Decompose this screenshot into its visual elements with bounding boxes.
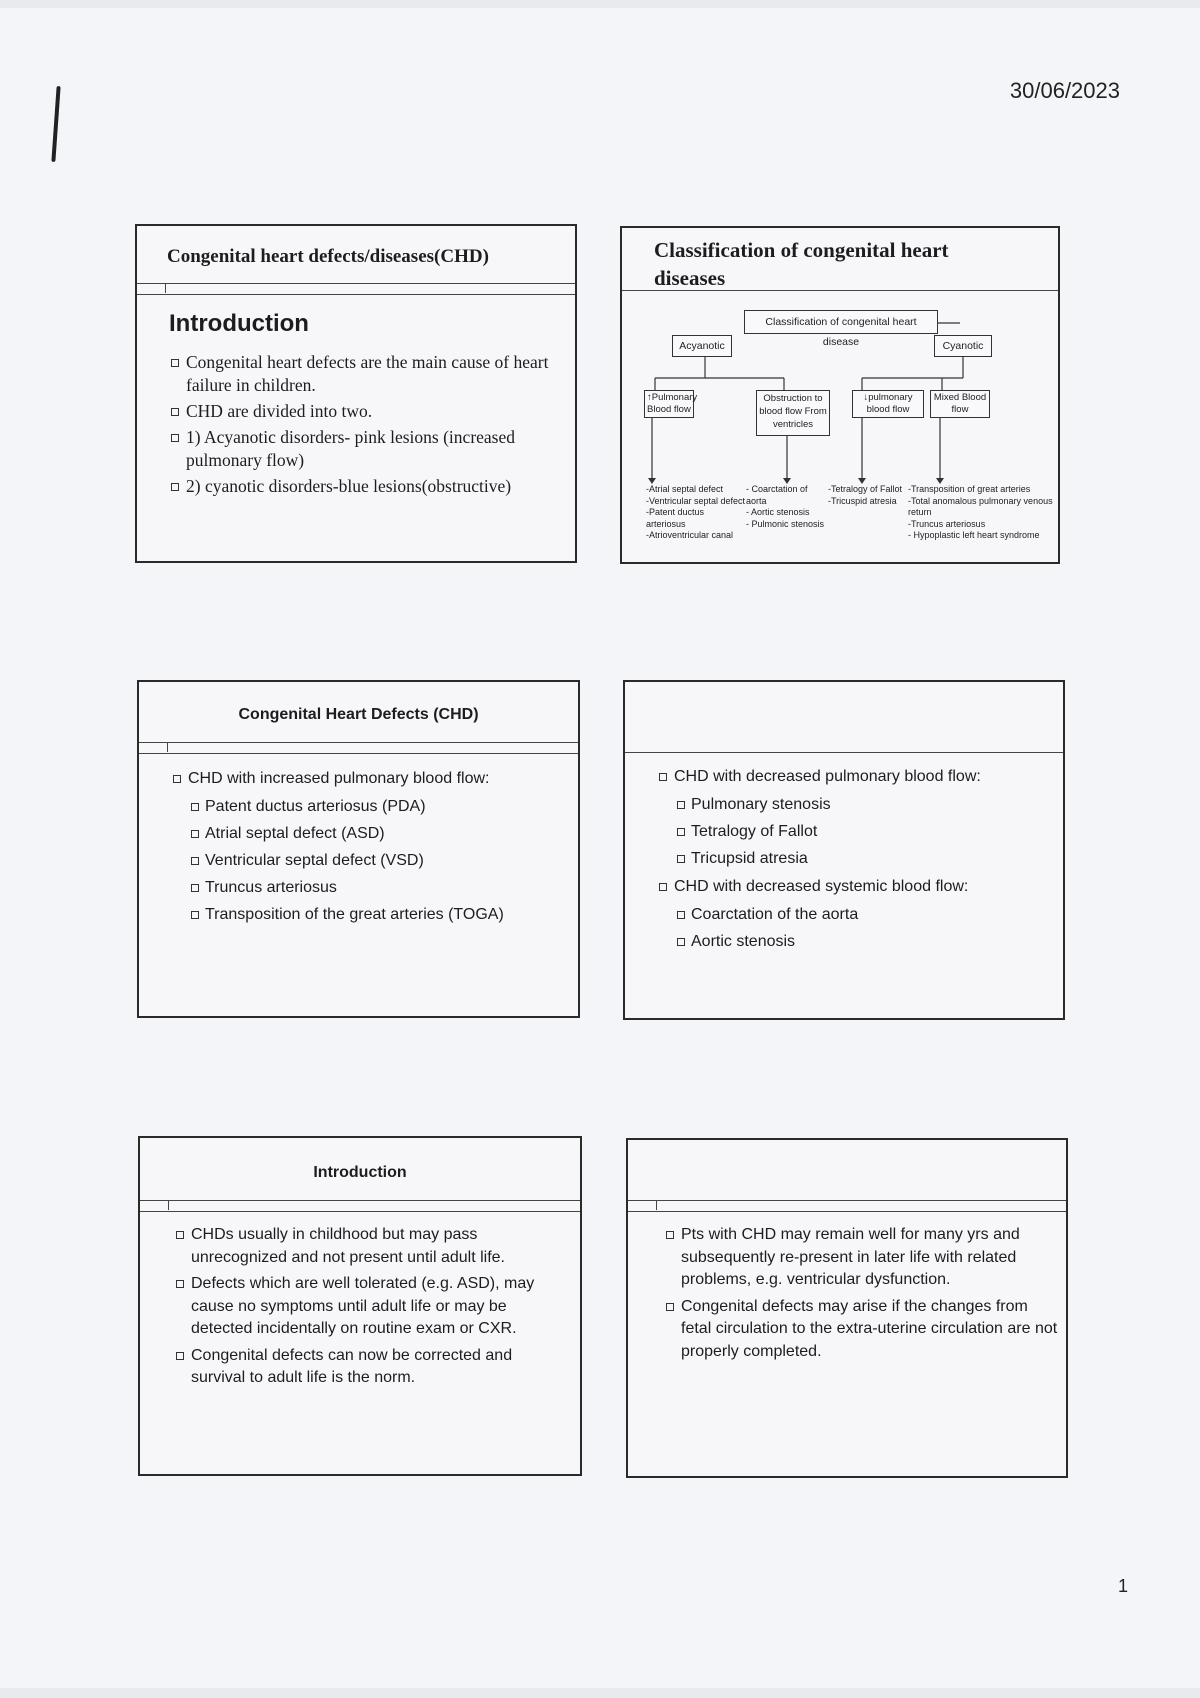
page-number: 1 — [1117, 1576, 1128, 1596]
list-item: CHD with decreased pulmonary blood flow: — [657, 766, 1057, 789]
slide-3-title: Congenital Heart Defects (CHD) — [238, 706, 479, 723]
chart-acyanotic-box: Acyanotic — [672, 335, 732, 357]
slide-divider — [137, 283, 575, 295]
chart-list-obstruction: - Coarctation of aorta - Aortic stenosis - Pulmonic stenosis — [746, 484, 825, 529]
chart-list-mixed: -Transposition of great arteries -Total anomalous pulmonary venous return -Truncus arteriosus - Hypoplastic left heart syndrome — [908, 484, 1053, 540]
list-item: Patent ductus arteriosus (PDA) — [191, 796, 571, 818]
slide-5 — [138, 1136, 582, 1476]
list-item: Truncus arteriosus — [191, 877, 571, 899]
slide-1 — [135, 224, 577, 563]
slide-3-items — [191, 796, 571, 931]
slide-divider — [139, 742, 578, 754]
list-item: Congenital defects may arise if the changes from fetal circulation to the extra-uterine circulation are not properly completed. — [664, 1296, 1058, 1364]
slide-1-title: Congenital heart defects/diseases(CHD) — [167, 246, 489, 267]
arrow-up-icon: ↑ — [647, 392, 652, 403]
list-item: Tetralogy of Fallot — [677, 821, 1057, 843]
chart-mixed-box: Mixed Blood flow — [930, 390, 990, 418]
slide-4-group-2-items — [677, 904, 1057, 958]
slide-4-group-1 — [657, 766, 1057, 793]
list-item: Aortic stenosis — [677, 931, 1057, 953]
slide-3-main — [171, 768, 571, 795]
list-item: Transposition of the great arteries (TOGA) — [191, 904, 571, 926]
list-item: Ventricular septal defect (VSD) — [191, 850, 571, 872]
chart-root-box: Classification of congenital heart disease — [744, 310, 938, 334]
slide-5-bullets — [174, 1224, 566, 1394]
slide-divider — [140, 1200, 580, 1212]
list-item: CHD are divided into two. — [169, 400, 567, 423]
page-date: 30/06/2023 — [1009, 78, 1120, 103]
list-item: CHDs usually in childhood but may pass unrecognized and not present until adult life. — [174, 1224, 566, 1269]
slide-4 — [623, 680, 1065, 1020]
pen-mark — [51, 86, 60, 162]
slide-6 — [626, 1138, 1068, 1478]
chart-list-increased: -Atrial septal defect -Ventricular septal defect -Patent ductus arteriosus -Atrioventricular canal — [646, 484, 746, 540]
slide-2-title: Classification of congenital heart diseases — [654, 238, 949, 290]
slide-4-group-2 — [657, 876, 1057, 903]
chart-pulmonary-blood-flow-box: ↑Pulmonary Blood flow — [644, 390, 694, 418]
chart-cyanotic-box: Cyanotic — [934, 335, 992, 357]
list-item: Tricupsid atresia — [677, 848, 1057, 870]
list-item: Congenital defects can now be corrected and survival to adult life is the norm. — [174, 1345, 566, 1390]
list-item: Coarctation of the aorta — [677, 904, 1057, 926]
slide-divider — [628, 1200, 1066, 1212]
list-item: Pts with CHD may remain well for many yrs and subsequently re-present in later life with related problems, e.g. ventricular dysfunction. — [664, 1224, 1058, 1292]
arrow-down-icon: ↓ — [863, 392, 869, 403]
list-item: Congenital heart defects are the main cause of heart failure in children. — [169, 351, 567, 397]
list-item: Pulmonary stenosis — [677, 794, 1057, 816]
chart-obstruction-box: Obstruction to blood flow From ventricles — [756, 390, 830, 436]
list-item: 1) Acyanotic disorders- pink lesions (increased pulmonary flow) — [169, 426, 567, 472]
list-item: CHD with decreased systemic blood flow: — [657, 876, 1057, 899]
slide-1-heading: Introduction — [169, 310, 309, 337]
slide-2 — [620, 226, 1060, 564]
list-item: 2) cyanotic disorders-blue lesions(obstructive) — [169, 475, 567, 498]
slide-divider — [625, 752, 1063, 753]
list-item: Atrial septal defect (ASD) — [191, 823, 571, 845]
list-item: Defects which are well tolerated (e.g. ASD), may cause no symptoms until adult life or may be detected incidentally on routine exam or CXR. — [174, 1273, 566, 1341]
slide-4-group-1-items — [677, 794, 1057, 875]
handout-page — [0, 8, 1200, 1688]
list-item: CHD with increased pulmonary blood flow: — [171, 768, 571, 791]
slide-5-title: Introduction — [313, 1164, 407, 1181]
slide-3 — [137, 680, 580, 1018]
slide-6-bullets — [664, 1224, 1058, 1367]
slide-1-bullets — [169, 351, 567, 501]
chart-pulmonary-decreased-box: ↓pulmonary blood flow — [852, 390, 924, 418]
chart-list-decreased: -Tetralogy of Fallot -Tricuspid atresia — [828, 484, 903, 506]
